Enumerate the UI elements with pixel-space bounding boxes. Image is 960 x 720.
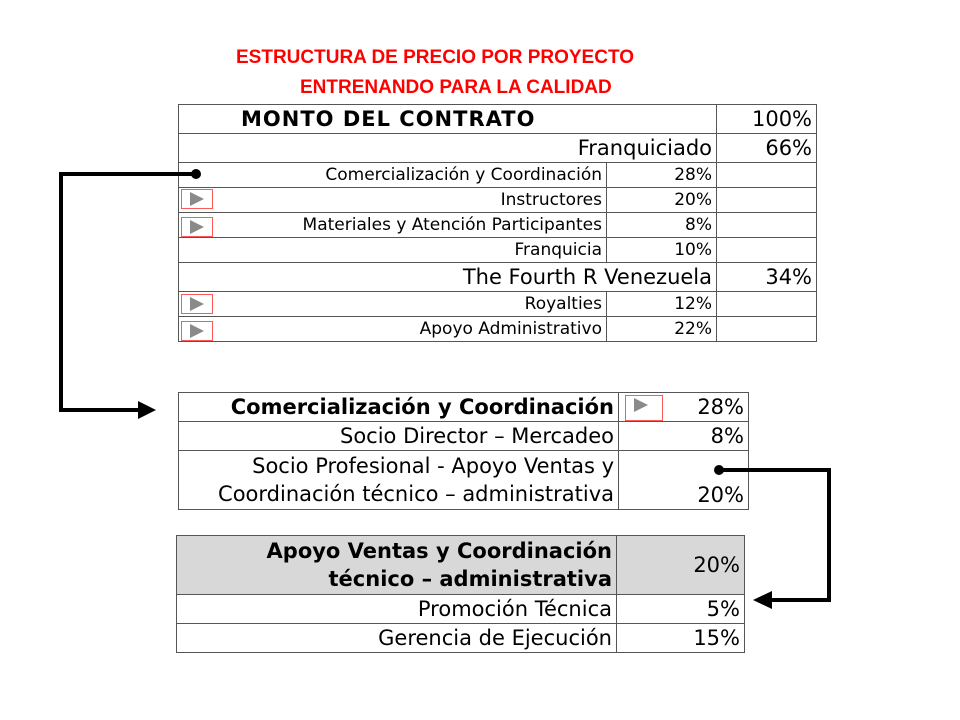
header-line-2: técnico – administrativa <box>328 567 612 591</box>
title-line-1: ESTRUCTURA DE PRECIO POR PROYECTO <box>236 47 634 68</box>
title-line-2: ENTRENANDO PARA LA CALIDAD <box>300 77 612 98</box>
row-value: 12% <box>607 292 717 317</box>
header-line-1: Apoyo Ventas y Coordinación <box>266 539 612 563</box>
row-value: 5% <box>617 595 745 624</box>
row-total: 34% <box>717 263 817 292</box>
contract-header-value: 100% <box>717 105 817 134</box>
connector-line-1 <box>61 174 196 410</box>
row-label: Materiales y Atención Participantes <box>179 213 607 238</box>
row-value: 10% <box>607 238 717 263</box>
row-label: Comercialización y Coordinación <box>179 163 607 188</box>
row-value: 20% <box>607 188 717 213</box>
row-label: Franquicia <box>179 238 607 263</box>
row-value: 8% <box>619 422 749 451</box>
arrowhead-left <box>753 591 772 609</box>
connector-line-2 <box>719 470 829 600</box>
row-label: Instructores <box>179 188 607 213</box>
row-label: Royalties <box>179 292 607 317</box>
commercialization-header-value: 28% <box>619 393 749 422</box>
row-label: Apoyo Administrativo <box>179 317 607 342</box>
row-label: The Fourth R Venezuela <box>179 263 717 292</box>
row-label: Promoción Técnica <box>177 595 617 624</box>
row-value: 20% <box>619 451 749 510</box>
contract-header-label: MONTO DEL CONTRATO <box>179 105 717 134</box>
arrowhead-right <box>138 401 156 419</box>
row-value: 22% <box>607 317 717 342</box>
row-value: 15% <box>617 624 745 653</box>
row-label-line-2: Coordinación técnico – administrativa <box>218 482 614 506</box>
row-value: 28% <box>607 163 717 188</box>
row-label: Franquiciado <box>179 134 717 163</box>
row-label: Socio Director – Mercadeo <box>179 422 619 451</box>
commercialization-header-label: Comercialización y Coordinación <box>179 393 619 422</box>
row-value: 8% <box>607 213 717 238</box>
sales-support-header-value: 20% <box>617 536 745 595</box>
row-total: 66% <box>717 134 817 163</box>
row-label-line-1: Socio Profesional - Apoyo Ventas y <box>252 454 614 478</box>
row-label: Gerencia de Ejecución <box>177 624 617 653</box>
